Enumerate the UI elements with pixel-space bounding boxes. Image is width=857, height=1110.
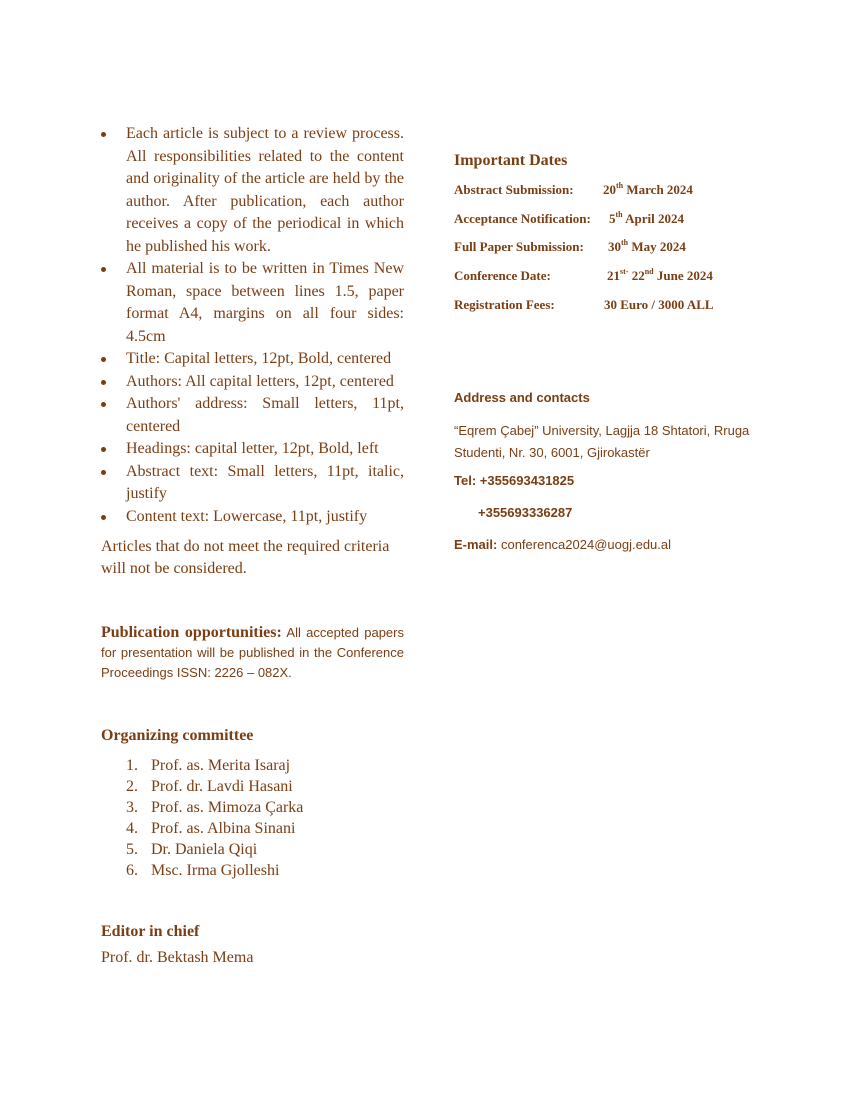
date-row-full-paper [454, 239, 774, 268]
date-label: Abstract Submission: [454, 182, 574, 197]
editor-name: Prof. dr. Bektash Mema [101, 949, 254, 966]
bullet-text: Title: Capital letters, 12pt, Bold, centered [126, 350, 392, 367]
member-name: Dr. Daniela Qiqi [151, 841, 258, 858]
member-number: 2. [126, 778, 138, 795]
bullet-text: Abstract text: Small letters, 11pt, italic, justify [126, 462, 404, 502]
committee-member [101, 839, 404, 860]
member-name: Prof. as. Mimoza Çarka [151, 799, 304, 816]
member-number: 5. [126, 841, 138, 858]
contacts-heading: Address and contacts [454, 390, 590, 405]
committee-member [101, 860, 404, 881]
committee-member [101, 776, 404, 797]
committee-heading: Organizing committee [101, 727, 254, 744]
list-item [101, 393, 404, 438]
important-dates [454, 152, 774, 325]
bullet-icon [101, 447, 106, 452]
date-value: 20th March 2024 [603, 181, 693, 197]
list-item [101, 258, 404, 348]
member-number: 1. [126, 757, 138, 774]
member-name: Prof. as. Albina Sinani [151, 820, 296, 837]
bullet-text: Authors: All capital letters, 12pt, centered [126, 372, 394, 390]
bullet-icon [101, 267, 106, 272]
bullet-icon [101, 402, 106, 407]
email-label: E-mail: [454, 537, 498, 552]
member-name: Prof. dr. Lavdi Hasani [151, 778, 293, 795]
bullet-text: Each article is subject to a review process. All responsibilities related to the content and originality of the article are held by the author. After publication, each author receives a copy of the periodical in which he published his work. [126, 125, 404, 255]
address-text: “Eqrem Çabej” University, Lagjja 18 Shtatori, Rruga Studenti, Nr. 30, 6001, Gjirokastër [454, 423, 750, 460]
list-item [101, 461, 404, 506]
date-row-abstract [454, 182, 774, 211]
committee-member [101, 797, 404, 818]
date-label: Conference Date: [454, 268, 551, 284]
publication-text: All accepted papers for presentation will be published in the Conference Proceedings ISSN: 2226 – 082X. [101, 625, 404, 680]
list-item [101, 506, 404, 529]
bullet-icon [101, 380, 106, 385]
phone-primary[interactable]: Tel: +355693431825 [454, 473, 575, 488]
left-column [101, 123, 404, 967]
editor-heading: Editor in chief [101, 923, 200, 940]
committee-member [101, 755, 404, 776]
date-label: Acceptance Notification: [454, 210, 591, 226]
date-value: 30 Euro / 3000 ALL [604, 296, 714, 312]
date-value: $21^{st-}$ 22nd June 2024 [607, 267, 713, 284]
email-link[interactable]: conferenca2024@uogj.edu.al [500, 537, 672, 552]
member-number: 4. [126, 820, 138, 837]
bullet-text: Authors' address: Small letters, 11pt, centered [126, 395, 404, 435]
publication-paragraph [101, 623, 404, 683]
criteria-note: Articles that do not meet the required criteria will not be considered. [101, 538, 390, 577]
email-line [454, 537, 671, 552]
bullet-icon [101, 470, 106, 475]
requirements-list [101, 123, 404, 528]
date-label: Registration Fees: [454, 296, 555, 312]
date-row-conference [454, 268, 774, 297]
date-value: 30th May 2024 [608, 238, 686, 255]
member-name: Prof. as. Merita Isaraj [151, 757, 291, 774]
bullet-icon [101, 515, 106, 520]
bullet-text: Content text: Lowercase, 11pt, justify [126, 507, 368, 525]
list-item [101, 348, 404, 371]
committee-list [101, 755, 404, 881]
committee-member [101, 818, 404, 839]
list-item [101, 371, 404, 394]
phone-secondary[interactable]: +355693336287 [478, 505, 573, 520]
date-row-acceptance [454, 211, 774, 240]
bullet-icon [101, 357, 106, 362]
bullet-text: All material is to be written in Times New Roman, space between lines 1.5, paper format A4, margins on all four sides: 4.5cm [126, 260, 404, 345]
date-row-fees [454, 297, 774, 326]
member-name: Msc. Irma Gjolleshi [151, 862, 280, 879]
bullet-text: Headings: capital letter, 12pt, Bold, left [126, 440, 379, 457]
date-value: 5th April 2024 [609, 209, 685, 226]
publication-title: Publication opportunities: [101, 624, 282, 641]
date-label: Full Paper Submission: [454, 239, 584, 255]
dates-heading: Important Dates [454, 152, 568, 169]
member-number: 6. [126, 862, 138, 879]
list-item [101, 438, 404, 461]
member-number: 3. [126, 799, 138, 816]
list-item [101, 123, 404, 258]
bullet-icon [101, 132, 106, 137]
